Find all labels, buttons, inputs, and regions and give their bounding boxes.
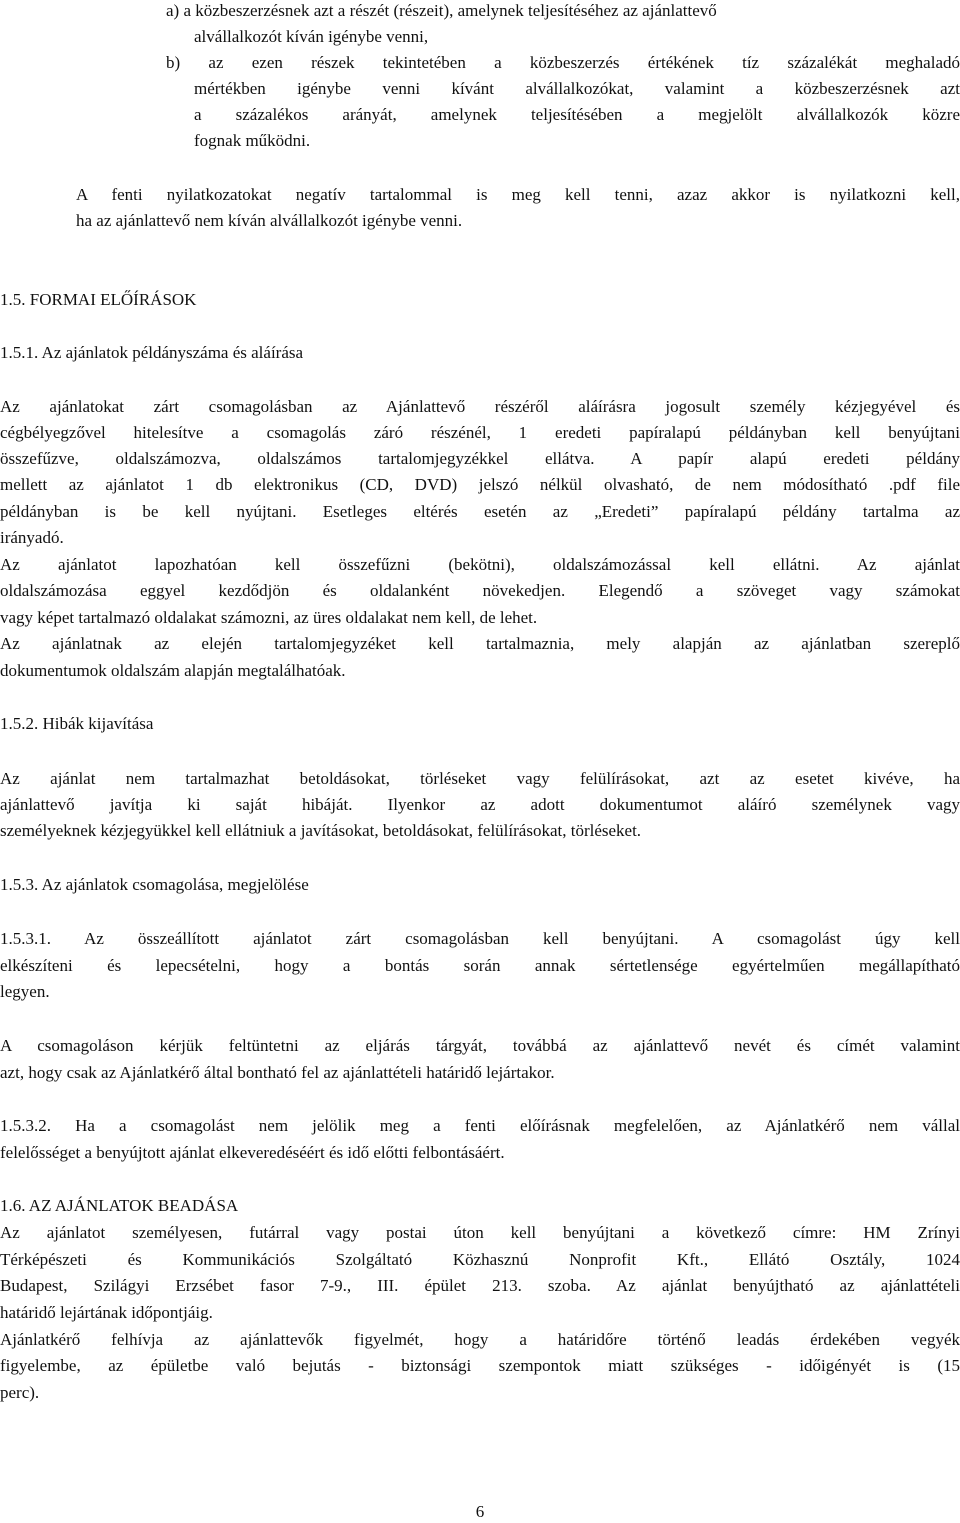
text-line: Az ajánlat nem tartalmazhat betoldásokat, törléseket vagy felülírásokat, azt az esetet kivéve, ha (0, 769, 960, 788)
text-line: perc). (0, 1383, 40, 1402)
text-line: 1.5.2. Hibák kijavítása (0, 714, 154, 733)
list-item-line: mértékben igénybe venni kívánt alvállalkozókat, valamint a közbeszerzésnek azt (194, 79, 960, 98)
text-line: ha az ajánlattevő nem kíván alvállalkozót igénybe venni. (76, 211, 463, 230)
text-line: Az ajánlatot lapozhatóan kell összefűzni (bekötni), oldalszámozással kell ellátni. Az ajánlat (0, 555, 960, 574)
text-line: dokumentumok oldalszám alapján megtalálhatóak. (0, 661, 346, 680)
text-line: felelősséget a benyújtott ajánlat elkeveredéséért és idő előtti felbontásáért. (0, 1143, 505, 1162)
text-line: Az ajánlatot személyesen, futárral vagy postai úton kell benyújtani a következő címre: HM Zrínyi (0, 1223, 960, 1242)
text-line: Térképészeti és Kommunikációs Szolgáltató Közhasznú Nonprofit Kft., Ellátó Osztály, 1024 (0, 1250, 960, 1269)
text-line: azt, hogy csak az Ajánlatkérő által bontható fel az ajánlattételi határidő lejártakor. (0, 1063, 555, 1082)
text-line: Az ajánlatokat zárt csomagolásban az Ajánlattevő részéről aláírásra jogosult személy kézjegyével és (0, 397, 960, 416)
list-item-line: a százalékos arányát, amelynek teljesítésében a megjelölt alvállalkozók közre (194, 105, 960, 124)
page-number: 6 (475, 1502, 485, 1521)
text-line: Ajánlatkérő felhívja az ajánlattevők figyelmét, hogy a határidőre történő leadás érdekében vegyék (0, 1330, 960, 1349)
text-line: határidő lejártának időpontjáig. (0, 1303, 213, 1322)
text-line: 1.5.3.2. Ha a csomagolást nem jelölik meg a fenti előírásnak megfelelően, az Ajánlatkérő nem vállal (0, 1116, 960, 1135)
text-line: Budapest, Szilágyi Erzsébet fasor 7-9., III. épület 213. szoba. Az ajánlat benyújtható az ajánlattételi (0, 1276, 960, 1295)
text-line: vagy képet tartalmazó oldalakat számozni, az üres oldalakat nem kell, de lehet. (0, 608, 538, 627)
text-line: összefűzve, oldalszámozva, oldalszámos tartalomjegyzékkel ellátva. A papír alapú eredeti példány (0, 449, 960, 468)
text-line: figyelembe, az épületbe való bejutás - biztonsági szempontok miatt szükséges - időigényét is (15 (0, 1356, 960, 1375)
text-line: 1.5. FORMAI ELŐÍRÁSOK (0, 290, 197, 309)
text-line: 1.5.3. Az ajánlatok csomagolása, megjelölése (0, 875, 309, 894)
text-line: legyen. (0, 982, 50, 1001)
text-line: Az ajánlatnak az elején tartalomjegyzéket kell tartalmaznia, mely alapján az ajánlatban szereplő (0, 634, 960, 653)
text-line: A csomagoláson kérjük feltüntetni az eljárás tárgyát, továbbá az ajánlattevő nevét és címét valamint (0, 1036, 960, 1055)
text-line: ajánlattevő javítja ki saját hibáját. Ilyenkor az adott dokumentumot aláíró személynek vagy (0, 795, 960, 814)
list-item-line: fognak működni. (194, 131, 311, 150)
text-line: mellett az ajánlatot 1 db elektronikus (CD, DVD) jelszó nélkül olvasható, de nem módosítható .pdf file (0, 475, 960, 494)
text-line: cégbélyegzővel hitelesítve a csomagolás záró részénél, 1 eredeti papíralapú példányban kell benyújtani (0, 423, 960, 442)
text-line: személyeknek kézjegyükkel kell ellátniuk a javításokat, betoldásokat, felülírásokat, törléseket. (0, 821, 642, 840)
text-line: 1.5.3.1. Az összeállított ajánlatot zárt csomagolásban kell benyújtani. A csomagolást úgy kell (0, 929, 960, 948)
list-item-line: alvállalkozót kíván igénybe venni, (194, 27, 429, 46)
text-line: elkészíteni és lepecsételni, hogy a bontás során annak sértetlensége egyértelműen megállapítható (0, 956, 960, 975)
text-line: oldalszámozása eggyel kezdődjön és oldalanként növekedjen. Elegendő a szöveget vagy számokat (0, 581, 960, 600)
text-line: 1.6. AZ AJÁNLATOK BEADÁSA (0, 1196, 239, 1215)
list-item-line: b) az ezen részek tekintetében a közbeszerzés értékének tíz százalékát meghaladó (166, 53, 960, 72)
list-item-line: a) a közbeszerzésnek azt a részét (részeit), amelynek teljesítéséhez az ajánlattevő (166, 1, 717, 20)
text-line: A fenti nyilatkozatokat negatív tartalommal is meg kell tenni, azaz akkor is nyilatkozni kell, (76, 185, 960, 204)
text-line: irányadó. (0, 528, 64, 547)
text-line: példányban is be kell nyújtani. Esetleges eltérés esetén az „Eredeti” papíralapú példány tartalma az (0, 502, 960, 521)
text-line: 1.5.1. Az ajánlatok példányszáma és aláírása (0, 343, 304, 362)
